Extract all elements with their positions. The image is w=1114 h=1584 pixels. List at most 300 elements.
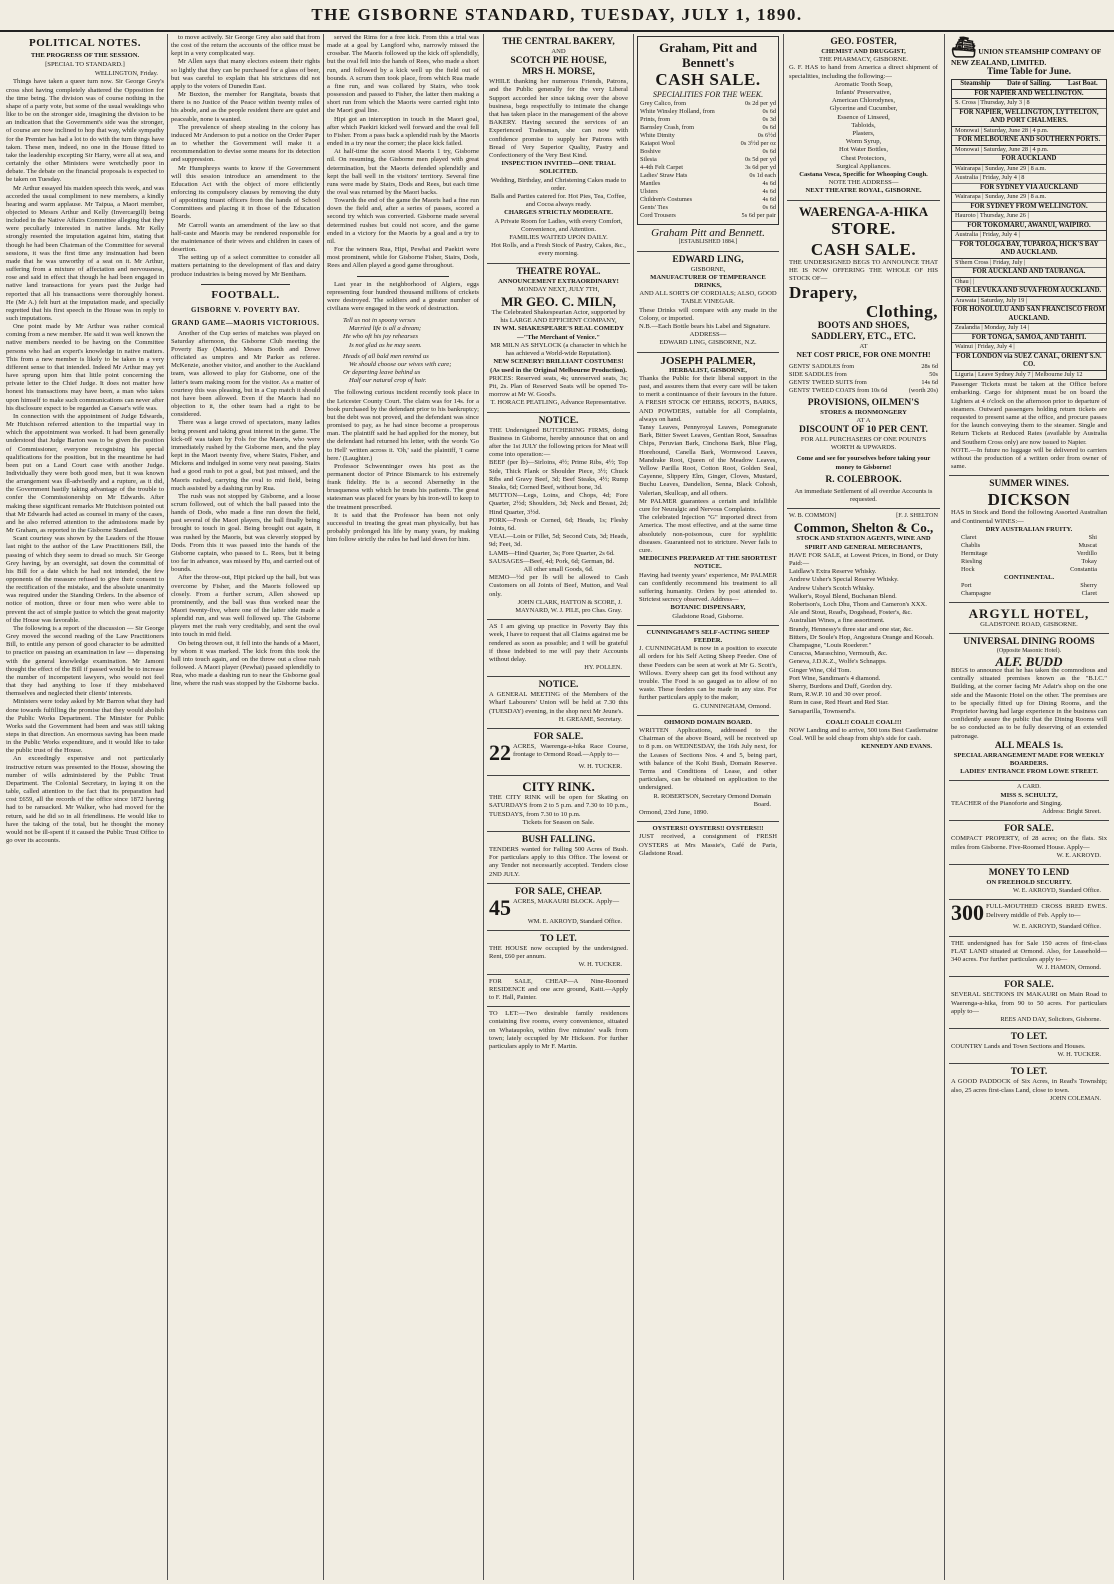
paragraph: At half-time the score stood Maoris 1 try, Gisborne nil. On resuming, the Gisborne men played with great determination, but the Maoris defended splendidly and kept the ball well in the visitors' territory. Several fine runs were made by Stairs, Dods and Rees, but each time the oval was returned by the Maori backs. — [327, 148, 479, 196]
list-item: Australian Wines, a fine assortment. — [789, 617, 885, 625]
item-name: GENTS' SADDLES from — [789, 362, 855, 370]
route-header: FOR SYDNEY VIA AUCKLAND — [952, 184, 1106, 194]
ad-signature: W. H. TUCKER. — [578, 961, 622, 969]
ad-body: JUST received, a consignment of FRESH OYSTERS at Mrs Massie's, Café de Paris, Gladstone Road. — [639, 833, 777, 857]
wine-name: Sherry — [1080, 582, 1097, 590]
item-name: Kaiapoi Wool — [640, 140, 675, 147]
ad-line: All other small Goods, 6d. — [523, 565, 594, 573]
ad-body: The celebrated Injection "G" imported direct from America. The most effective, and at the same time absolutely non-poisonous, cure for syphilitic diseases. Guaranteed not to stricture. Never fails to cure. — [639, 514, 777, 554]
column-match-continued — [327, 34, 479, 1580]
item-name: Mantles — [640, 180, 661, 187]
ad-title: UNIVERSAL DINING ROOMS — [963, 637, 1095, 648]
wine-row — [961, 582, 1097, 590]
list-item: Ginger Wine, Old Tom. — [789, 666, 852, 674]
ad-body: MEMO—½d per lb will be allowed to Cash Customers on all Joints of Beef, Mutton, and Veal only. — [489, 574, 628, 598]
list-item: Aromatic Tooth Soap, — [834, 80, 893, 88]
paragraph: Mr Humphreys wants to know if the Government will this session introduce an amendment to the Education Act with the object of more efficiently enforcing its compulsory clauses by removing the duty of appointing truant officers from the hands of School Committees and placing it in those of the Education Boards. — [171, 164, 320, 221]
sale-ad — [487, 729, 630, 776]
ad-line: Gladstone Road, Gisborne. — [672, 612, 744, 620]
ad-body: G. F. HAS to hand from America a direct shipment of specialities, including the following:— — [789, 64, 938, 80]
price-row — [640, 156, 776, 164]
ad-signature: WM. E. AKROYD, Standard Office. — [527, 917, 622, 925]
ewes-ad — [949, 900, 1109, 936]
item-price: 50s — [929, 370, 938, 378]
ad-body: THE undersigned has for Sale 150 acres of first-class FLAT LAND situated at Ormond. Also, for Leasehold—340 acres. For further particulars apply to— — [951, 939, 1107, 963]
steamship-icon: ⛴ — [951, 37, 977, 59]
item-price: 4s 6d — [762, 188, 776, 195]
ad-signature: JOHN CLARK, HATTON & SCORE, J. MAYNARD, W. J. PILE, pro Chas. Gray. — [515, 598, 622, 614]
ad-line: Castana Vesca, Specific for Whooping Cough. — [799, 171, 928, 179]
list-item: Plasters, — [852, 130, 875, 138]
wine-name: Constantia — [1070, 566, 1097, 574]
ad-title: FOR SALE. — [533, 732, 584, 743]
item-name: Ulsters — [640, 188, 658, 195]
price-line: VEAL—Loin or Fillet, 5d; Second Cuts, 3d; Heads, 9d; Feet, 3d. — [489, 533, 628, 549]
table-row: Wairarapa | Sunday, June 29 | 8 a.m. — [952, 193, 1106, 203]
poem-line: He who oft his joy rehearses — [343, 333, 419, 341]
price-row — [640, 164, 776, 172]
ad-line: FAMILIES WAITED UPON DAILY. — [509, 234, 608, 242]
ad-body: These Drinks will compare with any made in the Colony, or imported. — [639, 306, 777, 322]
route-header: FOR SYDNEY FROM WELLINGTON. — [952, 203, 1106, 213]
price-row — [789, 387, 938, 395]
item-price: 14s 6d — [921, 378, 938, 386]
paragraph: Last year in the neighborhood of Algiers, eggs representing four hundred thousand millions of crickets were destroyed. The soldiers and a greater number of civilians were engaged in the work of destruction. — [327, 280, 479, 312]
ad-body: Tansy Leaves, Pennyroyal Leaves, Pomegranate Bark, Bitter Sweet Leaves, Gentian Root, Sassafras Chips, Peruvian Bark, Cinchona Bark, Blue Flag, Horehound, Canella Bark, Wormwood Leaves, Mandrake Root, Queen of the Meadow Leaves, Yellow Parilla Root, Cotton Root, Golden Seal, Cayenne, Slippery Elm, Ginger, Cloves, Mustard, Buchu Leaves, Dandelion, Senna, Black Cohosh, Valerian, Skullcap, and all others. — [639, 423, 777, 497]
list-item: Sherry, Burdons and Duff, Gordon dry. — [789, 682, 893, 690]
ad-signature: H. GREAME, Secretary. — [558, 715, 622, 723]
match-subtitle: GRAND GAME—MAORIS VICTORIOUS. — [171, 318, 320, 327]
price-list — [640, 100, 776, 220]
ad-line: Ormond, 23rd June, 1890. — [639, 808, 709, 816]
ad-body: FOR SALE, CHEAP—A Nine-Roomed RESIDENCE and one acre ground, Kaiti.—Apply to F. Hall, Painter. — [489, 977, 628, 1001]
price-row — [640, 108, 776, 116]
ad-title: Drapery, — [789, 283, 858, 303]
ad-line: MANUFACTURER OF TEMPERANCE DRINKS, — [650, 273, 766, 289]
ad-title: FOR SALE. — [1004, 980, 1054, 991]
wine-name: Claret — [1081, 590, 1097, 598]
ad-body: AS I am giving up practice in Poverty Bay this week, I have to request that all Claims against me be rendered as soon as possible; and I will be grateful if those indebted to me will pay their Accounts without delay. — [489, 623, 628, 663]
column-advertisements-1 — [487, 34, 630, 1580]
price-row — [640, 148, 776, 156]
to-let-ad — [487, 1007, 630, 1055]
price-line: SAUSAGES—Beef, 4d; Pork, 6d; German, 8d. — [489, 557, 615, 565]
to-let-ad — [949, 1029, 1109, 1064]
ad-line: Come and see for yourselves before taking your money to Gisborne! — [796, 455, 931, 471]
ad-signature: R. COLEBROOK. — [825, 474, 902, 485]
ad-body: Mr PALMER guarantees a certain and infallible cure for Neuralgic and Nervous Complaints. — [639, 497, 777, 513]
paragraph: Professor Schwenninger owes his post as the permanent doctor of Prince Bismarck to his extremely frank fidelity. He is a second Abernethy in the brusqueness with which he treats his patients. The great statesman was placed for years by his iron-will to keep to the treatment prescribed. — [327, 462, 479, 511]
ad-line: CHEMIST AND DRUGGIST, — [821, 48, 906, 55]
ad-line: Wedding, Birthday, and Christening Cakes made to order. — [490, 176, 627, 192]
poem-line: Or departing leave behind us — [343, 369, 421, 377]
ad-body: TENDERS wanted for Falling 500 Acres of Bush. For particulars apply to this Office. The lowest or any Tender not necessarily accepted. Tenders close 2ND JULY. — [489, 846, 628, 878]
list-item: Andrew Usher's Scotch Whisky. — [789, 584, 875, 592]
ad-line: Balls and Parties catered for. Hot Pies, Tea, Coffee, and Cocoa always ready. — [490, 193, 627, 209]
column-header: Steamship — [960, 80, 991, 88]
masthead: THE GISBORNE STANDARD, TUESDAY, JULY 1, 1890. — [0, 0, 1114, 32]
ad-title: SADDLERY, ETC., ETC. — [811, 332, 916, 343]
wine-name: Champagne — [961, 590, 992, 598]
wine-list — [951, 582, 1107, 598]
route-header: FOR HONOLULU AND SAN FRANCISCO FROM AUCKLAND. — [952, 306, 1106, 324]
price-row — [789, 379, 938, 387]
ad-name: MRS H. MORSE, — [522, 67, 595, 78]
item-name: Ladies' Straw Hats — [640, 172, 688, 179]
paragraph: For the winners Rua, Hipi, Pewhai and Paekiri were most prominent, while for Gisborne Fisher, Stairs, Dods, Rees and Allen played a good game throughout. — [327, 246, 479, 270]
wine-row — [961, 550, 1097, 558]
item-price: 0s 5d per yd — [745, 156, 776, 163]
ad-body: Having had twenty years' experience, Mr PALMER can confidently recommend his treatment to all suffering humanity. Orders by post attended to. Strictest secrecy observed. Address— — [639, 571, 777, 604]
ad-line: CONTINENTAL. — [1003, 574, 1055, 582]
ad-signature: W. E. AKROYD. — [1056, 851, 1101, 859]
paragraph: The following is a report of the discussion — Sir George Grey moved the second reading of the Law Practitioners Bill, to entitle any person of good character to be admitted to practice on passing an examination in law — dispensing with the general knowledge examination. Mr Jamoni thought the effect of the Bill if passed would be to increase the number of incompetent lawyers, who would not feel that they had anything to lose if they misbehaved themselves and neglected their clients' interests. — [6, 624, 164, 698]
wine-name: Hock — [961, 566, 975, 574]
ad-signature: W. E. AKROYD, Standard Office. — [1012, 923, 1101, 931]
item-price: 0s 1d each — [749, 172, 776, 179]
ad-title: UNION STEAMSHIP COMPANY OF NEW ZEALAND, LIMITED. — [951, 47, 1102, 67]
price-line: PORK—Fresh or Corned, 6d; Heads, 1s; Fleshy Joints, 6d. — [489, 516, 628, 532]
table-row: Monowai | Saturday, June 28 | 4 p.m. — [952, 146, 1106, 156]
meeting-notice — [487, 677, 630, 729]
route-header: FOR TONGA, SAMOA, AND TAHITI. — [952, 334, 1106, 344]
ad-title: COAL!! COAL!! COAL!!! — [825, 718, 902, 726]
ad-body: COMPACT PROPERTY, of 28 acres; on the flats. Six miles from Gisborne. Five-Roomed House. Apply— — [951, 835, 1107, 851]
ad-line: MONDAY NEXT, JULY 7TH, — [517, 285, 600, 293]
column-political-notes — [6, 34, 164, 1580]
item-name: Boshive — [640, 148, 661, 155]
paragraph: There was a large crowd of spectators, many ladies being present and taking great interest in the game. The kick-off was taken by Fols for the Maoris, who were immediately rushed by the Gisborne men, and the play kept in the Maori twenty five, where Stairs, Fisher, and Mickens and indulged in some very neat passing. Stairs had a good rush to pot a goal, but just missed, and the Maoris rushed, carrying the oval to mid field, being much assisted by a dashing run by Rua. — [171, 419, 320, 492]
ad-name: DICKSON — [987, 490, 1071, 510]
item-price: 4s 6d — [762, 196, 776, 203]
list-item: American Chlorodynes, — [832, 97, 895, 105]
paragraph: In connection with the appointment of Judge Edwards, Mr Hutchison referred attention to the impartial way in which the appointment was worked. It had been generally understood that Judge Barton was to be given the position of Commissioner, everyone recognising his special qualifications for the position, but in the meantime he had been put on a Land Court case with another Judge. Individually they were both good men, but it was known the arrangement was ill-advisedly and a rupture, as it did, the Government hastily taking advantage of the trouble to confer the Commissionership on Mr Edwards. After making these significant remarks Mr Hutchison pointed out that Mr Edwards had acted as counsel in many of the cases, and he also referred attention to the admissions made by Mr Graham, as reported in the Gisborne Standard. — [6, 412, 164, 535]
column-header: Last Boat. — [1067, 80, 1098, 88]
item-price: 0s 6½d — [757, 132, 776, 139]
rink-ad — [487, 776, 630, 832]
ad-title: BUSH FALLING. — [521, 835, 596, 845]
ad-title: Clothing, — [865, 302, 938, 322]
list-item: Infants' Preservative, — [835, 89, 892, 97]
list-item: Glycerine and Cucumber, — [829, 105, 898, 113]
paragraph: Mr Arthur essayed his maiden speech this week, and was accorded the usual compliment to new members, a kindly hearing and warm applause. Mr Taipua, a Maori member, objected to Messrs Arthur and Kelly (Invercargill) being included in the Native Affairs Committee alleging that they were peculiarly interested in native lands. Mr Kelly strongly resented the imputation against him, stating that though he had been Chairman of the Committee for several sessions, it was the first time any insinuation had been made that he was unworthy of a seat on it. Mr Arthur, suffering from a mixture of affectation and nervousness, rose and said in effect that though he had been engaged in native land transactions for years past the Judge had reported that all his transactions were thoroughly honest. He (Mr A.) felt hurt at the imputation made, and specially regretted that his first speech in the House was in reply to such imputations. — [6, 184, 164, 322]
foster-chemist-ad — [787, 34, 940, 201]
ad-title: CITY RINK. — [522, 779, 595, 795]
item-price: 0s 3½d per oz — [740, 140, 776, 147]
item-price: 0s 6d — [762, 148, 776, 155]
list-item: Champagne, "Louis Roederer." — [789, 641, 872, 649]
ad-line: LADIES' ENTRANCE FROM LOWE STREET. — [960, 768, 1098, 776]
paragraph: Ministers were today asked by Mr Barron what they had done towards fulfilling the promise that they would abolish the Public Works Department. The Minister for Public Works said the Government had been and was still taking steps in that direction. An enormous saving has been made in the Public Works expenditure, and it would like to take the public trust of the House. — [6, 698, 164, 755]
paragraph: to move actively. Sir George Grey also said that from the cost of the return the accounts of the office must be kept in a very complicated way. — [171, 34, 320, 58]
item-price: 0s 2d per yd — [745, 100, 776, 107]
table-row: Hauroto | Thursday, June 26 | — [952, 212, 1106, 222]
paragraph: Mr Allen says that many electors esteem their rights so lightly that they can be purchased for a glass of beer, but was careful to explain that his strictures did not apply to the voters of Dunedin East. — [171, 58, 320, 90]
union-steamship-ad — [949, 34, 1109, 476]
ad-title: ARGYLL HOTEL, — [968, 606, 1090, 622]
list-item: Robertson's, Loch Dhu, Thom and Cameron's XXX. — [789, 600, 927, 608]
ad-signature: T. HORACE PEATLING, Advance Representative. — [490, 399, 627, 407]
price-row — [640, 172, 776, 180]
ad-body: THE UNDERSIGNED BEGS TO ANNOUNCE THAT HE IS NOW OFFERING THE WHOLE OF HIS STOCK OF— — [789, 258, 938, 283]
item-name: Silesia — [640, 156, 657, 163]
item-name: Cord Trousers — [640, 212, 676, 219]
ad-title: FOR SALE. — [1004, 824, 1054, 835]
ad-line: BOTANIC DISPENSARY, — [670, 604, 746, 612]
paragraph: One point made by Mr Arthur was rather comical coming from a new member. He said it was well known the native members needed to be having on the Committee persons who had an expert's knowledge in native matters. This from a new member is likely to be taken in a very different sense to that intended. Indeed Mr Arthur may yet have sprung upon him that little point concerning the private letter to the Chief Judge. It does not matter how honest his transactions may have been, a man who takes upon himself to make such communications can never after his disclosure expect to be regarded as Caesar's wife was. — [6, 323, 164, 412]
paragraph: served the Rims for a free kick. From this a trial was made at a goal by Langford who, narrowly missed the crossbar. The Maoris followed up the kick off splendidly, but the oval fell into the hands of Rees, who made a short run, and followed by a kick well up the field out of bounds. A scrum then took place, from which Rua made a fine run, and was collared by Stairs, who took possession and passed to Fisher, the latter then making a short run from which the Maoris were carried right into the Maori goal line. — [327, 34, 479, 115]
ad-line: Tickets for Season on Sale. — [522, 818, 595, 826]
wine-row — [961, 542, 1097, 550]
ad-title: TO LET. — [1010, 1032, 1048, 1043]
paragraph: Mr Carroll wants an amendment of the law so that half-caste and Maoris may be rendered responsible for the maintenance of their wives and children in cases of desertion. — [171, 221, 320, 254]
ad-body: SEVERAL SECTIONS IN MAKAURI on Main Road to Waerenga-a-hika, from 90 to 50 acres. For particulars apply to— — [951, 991, 1107, 1015]
ad-line: NET COST PRICE, FOR ONE MONTH! — [796, 350, 931, 360]
article-subtitle: THE PROGRESS OF THE SESSION. — [30, 52, 140, 59]
paragraph: Mr Buxton, the member for Rangitata, boasts that there is no Justice of the Peace within twenty miles of his abode, and as the people resident there are quiet and peaceable, none is wanted. — [171, 91, 320, 123]
oysters-ad — [637, 822, 779, 862]
list-item: Curacoa, Maraschino, Vermouth, &c. — [789, 650, 888, 658]
paragraph: The rush was not stopped by Gisborne, and a loose scrum followed, out of which the ball passed into the hands of Dods, who made a fine run down the field, past several of the Maori players, the ball finally being brought to touch in goal. Being brought out again, it was rushed by the Maoris, but was cleverly stopped by Dods. From this it was passed into the hands of the Gisborne captain, who passed to L. Rees, but it being too far in advance, was missed by Hu, and carried out of bounds. — [171, 492, 320, 574]
ad-line: ADDRESS— — [689, 331, 727, 339]
theatre-ad — [487, 264, 630, 413]
ad-line: ON FREEHOLD SECURITY. — [986, 879, 1072, 887]
paragraph: On being thrown out, it fell into the hands of a Maori, by whom it was marked. The kick from this took the ball into touch again, and on the throw out a close rush followed. A Maori player (Pewhai) passed splendidly to Rua, who made a dashing run to near the Gisborne goal line, where the rush was stopped by the Gisborne backs. — [171, 639, 320, 688]
table-row: Monowai | Saturday, June 28 | 4 p.m. — [952, 127, 1106, 137]
ad-signature: JOHN COLEMAN. — [1049, 1094, 1101, 1102]
wine-row — [961, 558, 1097, 566]
ad-title: CASH SALE. — [810, 239, 917, 259]
partner-name: W. B. COMMON] — [789, 512, 836, 520]
paragraph: It is said that the Professor has been not only successful in treating the great man physically, but has probably prolonged his life by many years, by making him follow strictly the rules he had laid down for him. — [327, 511, 479, 544]
column-header: Date of Sailing. — [1006, 80, 1052, 88]
ad-body: N.B.—Each Bottle bears his Label and Signature. — [639, 322, 771, 330]
poem-line: We should choose our wives with care; — [349, 360, 452, 368]
item-name: Barnsley Crash, from — [640, 124, 695, 131]
schultz-card — [949, 781, 1109, 821]
waerenga-store-ad — [787, 201, 940, 510]
ad-body: FULL-MOUTHED CROSS BRED EWES. Delivery middle of Feb. Apply to— — [986, 903, 1107, 919]
price-row — [640, 212, 776, 220]
route-header: FOR NAPIER, WELLINGTON, LYTTELTON, AND PORT CHALMERS. — [952, 109, 1106, 127]
ad-line: STOCK AND STATION AGENTS, WINE AND SPIRIT AND GENERAL MERCHANTS, — [796, 535, 931, 551]
route-header: FOR NAPIER AND WELLINGTON. — [952, 90, 1106, 100]
column-rule — [944, 34, 945, 1580]
ad-body: WHILE thanking her numerous Friends, Patrons, and the Public generally for the very Liberal Support accorded her since taking over the above business, begs respectfully to intimate the change that has taken place in the management of the above BAKERY. Having secured the services of an Experienced Tradesman, she can now with confidence promise to supply her Patrons with Bread of Very Superior Quality, Pastry and Confectionery of the Very Best Kind. — [489, 78, 628, 160]
ad-title: NOTICE. — [538, 415, 579, 426]
paragraph: Scant courtesy was shown by the Leaders of the House last night to the author of the Law Practitioners Bill, the passing of which they seem to dread so much. Sir George Grey having, by an oversight, sat down the committal of his Bill for a date which he had not intended, the few opponents of the measure refused to give their consent to the rectification of the mistake, and the absolute unanimity was required under the Standing Orders. In the absence of notice of motion, three or four men who were able to prevent the act of simple justice to which the great majority of the House was favorable. — [6, 535, 164, 624]
bush-falling-ad — [487, 832, 630, 884]
price-row — [640, 132, 776, 140]
wine-name: Verdillo — [1076, 550, 1097, 558]
ad-body: COUNTRY Lands and Town Sections and Houses. — [951, 1043, 1086, 1051]
ad-body: HAVE FOR SALE, at Lowest Prices, in Bond, or Duty Paid:— — [789, 551, 938, 567]
price-row — [789, 371, 938, 379]
item-price: 0s 6d — [762, 204, 776, 211]
item-name: Grey Calico, from — [640, 100, 686, 107]
item-price: 5s 6d per pair — [741, 212, 776, 219]
sheep-feeder-ad — [637, 626, 779, 716]
ad-signature: HY. POLLEN. — [584, 664, 622, 672]
sale-ad — [487, 884, 630, 931]
dateline: WELLINGTON, Friday. — [94, 70, 158, 78]
ad-title: SCOTCH PIE HOUSE, — [510, 56, 607, 67]
table-row: Wainui | Friday, July 4 | — [952, 343, 1106, 353]
ad-line: GISBORNE, — [690, 265, 726, 273]
ad-line: CHARGES STRICTLY MODERATE. — [504, 209, 613, 217]
wine-list — [951, 534, 1107, 574]
poem-line: Is not glad as he may seem. — [349, 341, 422, 349]
item-name: Prints, from — [640, 116, 671, 123]
ad-line: (Opposite Masonic Hotel). — [996, 648, 1062, 655]
ad-signature: REES AND DAY, Solicitors, Gisborne. — [1000, 1015, 1101, 1023]
item-name: White Dimity — [640, 132, 675, 139]
ad-line: EDWARD LING, GISBORNE, N.Z. — [659, 339, 757, 347]
makauri-sale-ad — [949, 977, 1109, 1029]
ad-name: MR GEO. C. MILN, — [501, 294, 616, 310]
price-row — [640, 180, 776, 188]
ad-title: TO LET. — [1010, 1067, 1048, 1078]
ad-line: Hot Rolls, and a Fresh Stock of Pastry, Cakes, &c., every morning. — [491, 242, 626, 258]
list-item: Ale and Stout, Read's, Dogshead, Foster's, &c. — [789, 609, 913, 617]
wine-name: Riesling — [961, 558, 982, 566]
price-line: BEEF (per lb)—Sirloins, 4½; Prime Ribs, 4½; Top Side, Thick Flank or Shoulder Piece, 3½; Chuck Ribs and Gravy Beef, 3d; Beef Steaks, 4½; Rump Steaks, 6d; Corned Beef, without bone, 3d. — [489, 459, 628, 491]
ad-line: THE PHARMACY, GISBORNE. — [819, 56, 908, 64]
route-header: FOR TOLOGA BAY, TUPAROA, HICK'S BAY AND AUCKLAND. — [952, 241, 1106, 259]
price-row — [640, 100, 776, 108]
paragraph: The following curious incident recently took place in the Leicester County Court. The claim was for 14s. for a book purchased by the defendant prior to his bankruptcy; but the debt was not proved, and the defendant was since promised to pay, as he had since become a prosperous man. The plaintiff said he had applied for the money, but the defendant had returned his letter, with the words 'Go to Hell' written across it. 'Oh,' said the plaintiff, 'I came here.' (Laughter.) — [327, 389, 479, 462]
ad-title: Graham Pitt and Bennett. — [651, 227, 765, 239]
argyll-hotel-ad — [949, 603, 1109, 634]
price-row — [640, 188, 776, 196]
ad-line: A Private Room for Ladies, with every Comfort, Convenience, and Attention. — [494, 217, 623, 233]
ad-title: GEO. FOSTER, — [830, 37, 897, 47]
ad-line: MR MILN AS SHYLOCK (a character in which he has achieved a World-wide Reputation). — [490, 341, 627, 358]
route-header: FOR AUCKLAND — [952, 155, 1106, 165]
wine-row — [961, 534, 1097, 542]
item-price: 0s 6d — [762, 108, 776, 115]
ad-title: NOTICE. — [538, 680, 579, 691]
price-row — [640, 204, 776, 212]
column-advertisements-3 — [787, 34, 940, 1580]
ad-body: NOTE.—In future no luggage will be delivered to carriers without the production of a written order from owner of same. — [951, 446, 1107, 471]
ad-line: INSPECTION INVITED—ONE TRIAL SOLICITED. — [501, 160, 616, 176]
wine-name: Tokay — [1081, 558, 1097, 566]
special-note: [SPECIAL TO STANDARD.] — [45, 61, 125, 69]
ad-line: HERBALIST, GISBORNE, — [669, 366, 747, 374]
ad-title: JOSEPH PALMER, — [660, 354, 756, 367]
item-price: 3s 6d per yd — [745, 164, 776, 171]
pollen-notice — [487, 620, 630, 677]
ad-line: GLADSTONE ROAD, GISBORNE. — [980, 621, 1078, 629]
paragraph: Things have taken a queer turn now. Sir George Grey's cross shot having completely shattered the Opposition for the time being. The division was of course nothing in the shape of a party vote, but some of the usual weaklings who like to be on the stronger side, imagining the division to be an indication that the Government's side was the stronger, of course are now inclined to hop that way, while sympathy for the Premier has had a lot to do with the turn things have taken. These men, indeed, no one in the House fitted to take the leadership excepting Sir Harry, were all at sea, and certainly the other Ministers were wretchedly poor in debate. The debate on the financial proposals is expected to be taken on Tuesday. — [6, 78, 164, 184]
paragraph: After the throw-out, Hipi picked up the ball, but was overcome by Fisher, and the Maoris followed up closely. From a further scrum, Allen showed up prominently, and the ball was thus worked near the Maori twenty-five, where one of the latter side made a splendid run, and was well followed up. The Gisborne players met the rush very creditably, and sent the oval into touch in mid field. — [171, 574, 320, 639]
item-name: GENTS' TWEED SUITS from — [789, 378, 867, 386]
ad-name: MISS S. SCHULTZ, — [1000, 791, 1058, 799]
price-line: LAMB—Hind Quarter, 3s; Fore Quarter, 2s 6d. — [489, 549, 615, 557]
route-header: FOR LEVUKA AND SUVA FROM AUCKLAND. — [952, 287, 1106, 297]
item-price: 0s 3d — [762, 116, 776, 123]
wine-name: Port — [961, 582, 972, 590]
ad-body: HAS in Stock and Bond the following Assorted Australian and Continental WINES:— — [951, 509, 1107, 525]
ad-title: MONEY TO LEND — [988, 868, 1070, 879]
ad-body: TO LET:—Two desirable family residences containing five rooms, every convenience, situated on Whataupoko, within five minutes' walk from town; lately occupied by Mr Hickson. For further particulars apply to Mr F. Martin. — [489, 1010, 628, 1050]
price-row — [789, 363, 938, 371]
item-name: GENTS' TWEED COATS from 10s 6d — [789, 386, 888, 394]
edward-ling-ad — [637, 252, 779, 353]
price-row — [640, 124, 776, 132]
ad-line: IN WM. SHAKESPEARE'S REAL COMEDY—"The Merchant of Venice." — [493, 325, 624, 341]
ad-line: AND — [551, 48, 566, 55]
ad-title: PROVISIONS, OILMEN'S — [807, 397, 920, 408]
wine-row — [961, 566, 1097, 574]
ad-line: ANNOUNCEMENT EXTRAORDINARY! — [498, 277, 619, 285]
ad-body: THE HOUSE now occupied by the undersigned. Rent, £60 per annum. — [489, 944, 628, 961]
table-row: Arawata | Saturday, July 19 | — [952, 297, 1106, 307]
ad-title: CUNNINGHAM'S SELF-ACTING SHEEP FEEDER. — [646, 628, 770, 645]
ad-body: BEGS to announce that he has taken the commodious and centrally situated premises known as the "B.I.C." Building, at the corner facing Mr Adair's shop on the one side and the Masonic Hotel on the other. The premises are to be specially fitted up for Dining Rooms, and the Proprietor having had large experience in the business can confidently assure the public that the Dining Rooms will be so conducted as to be fully deserving of an extended patronage. — [951, 666, 1107, 740]
list-item: Brandy, Hennessy's three star and one star, &c. — [789, 625, 913, 633]
wine-name: Hermitage — [961, 550, 988, 558]
ad-line: STORES & IRONMONGERY — [820, 408, 907, 416]
ad-line: AT — [859, 343, 868, 351]
list-item: Geneva, J.D.K.Z., Wolfe's Schnapps. — [789, 658, 887, 666]
ad-body: PRICES: Reserved seats, 4s; unreserved seats, 3s; Pit, 2s. Plan of Reserved Seats will be opened To-morrow at Mr W. Good's. — [489, 374, 628, 399]
ad-line: NOTE THE ADDRESS— — [828, 179, 899, 187]
sale-ad — [949, 821, 1109, 865]
column-rule — [167, 34, 168, 1580]
quantity-number: 300 — [951, 900, 984, 926]
paragraph: The prevalence of sheep stealing in the colony has induced Mr Anderson to put a notice on the Order Paper as to whether the Government will make it a recommendation to devise some means for its detection and suppression. — [171, 123, 320, 164]
list-item: Essence of Linseed, — [837, 113, 890, 121]
poem-line: Tell us not in spoony verses — [343, 317, 416, 325]
item-name: SIDE SADDLES from — [789, 370, 847, 378]
price-row — [640, 140, 776, 148]
list-item: Rum in case, Red Heart and Red Star. — [789, 699, 889, 707]
ad-title: CASH SALE. — [655, 70, 761, 89]
column-advertisements-2 — [637, 34, 779, 1580]
ad-title: THEATRE ROYAL. — [516, 266, 601, 277]
route-header: FOR AUCKLAND AND TAURANGA. — [952, 268, 1106, 278]
ad-title: ALL MEALS 1s. — [994, 740, 1064, 751]
list-item: Surgical Appliances. — [836, 162, 891, 170]
butchers-notice — [487, 413, 630, 621]
list-item: Laidlaw's Extra Reserve Whisky. — [789, 568, 877, 576]
graham-footer — [637, 225, 779, 252]
ad-signature: W. E. AKROYD, Standard Office. — [1012, 887, 1101, 895]
ad-signature: KENNEDY AND EVANS. — [861, 743, 932, 751]
poem-line: Half our natural crop of hair. — [349, 377, 427, 385]
table-row: Ohau | | — [952, 278, 1106, 288]
ad-signature: W. H. TUCKER. — [1057, 1051, 1101, 1059]
ad-body: THE CITY RINK will be open for Skating on SATURDAYS from 2 to 5 p.m. and 7.30 to 10 p.m., TUESDAYS, from 7.30 to 10 p.m. — [489, 794, 628, 818]
to-let-ad — [949, 1064, 1109, 1107]
ad-title: Common, Shelton & Co., — [793, 520, 934, 536]
list-item: Rum, R.W.P. 10 and 30 over proof. — [789, 691, 882, 699]
ad-line: DRY AUSTRALIAN FRUITY. — [985, 525, 1073, 533]
ad-title: WAERENGA-A-HIKA — [798, 203, 929, 219]
item-name: Gents' Ties — [640, 204, 668, 211]
column-rule — [483, 34, 484, 1580]
ad-line: The Celebrated Shakespearian Actor, supported by his LARGE AND EFFICIENT COMPANY, — [491, 309, 626, 325]
item-name: White Winsley Holland, from — [640, 108, 715, 115]
table-row: Zealandia | Monday, July 14 | — [952, 324, 1106, 334]
paragraph: An exceedingly expensive and not particularly instructive return was presented to the House, showing the number of wills administered by the Public Trust Department. The Colonial Secretary, in laying it on the table, called attention to the fact that its preparation had cost £659, all the records of the office since 1872 having had to be ransacked. Mr Walker, who had moved for the return, said he did so in all friendliness. He would like to have the taking of the total, but he thought the money would not be ill-spent if it caused the Public Trust Office to go over its accounts. — [6, 755, 164, 844]
list-item: Chest Protectors, — [840, 154, 887, 162]
ad-body: TEACHER of the Pianoforte and Singing. — [951, 800, 1063, 808]
ad-name: ALF. BUDD — [995, 653, 1063, 669]
ad-title: THE CENTRAL BAKERY, — [502, 37, 615, 47]
